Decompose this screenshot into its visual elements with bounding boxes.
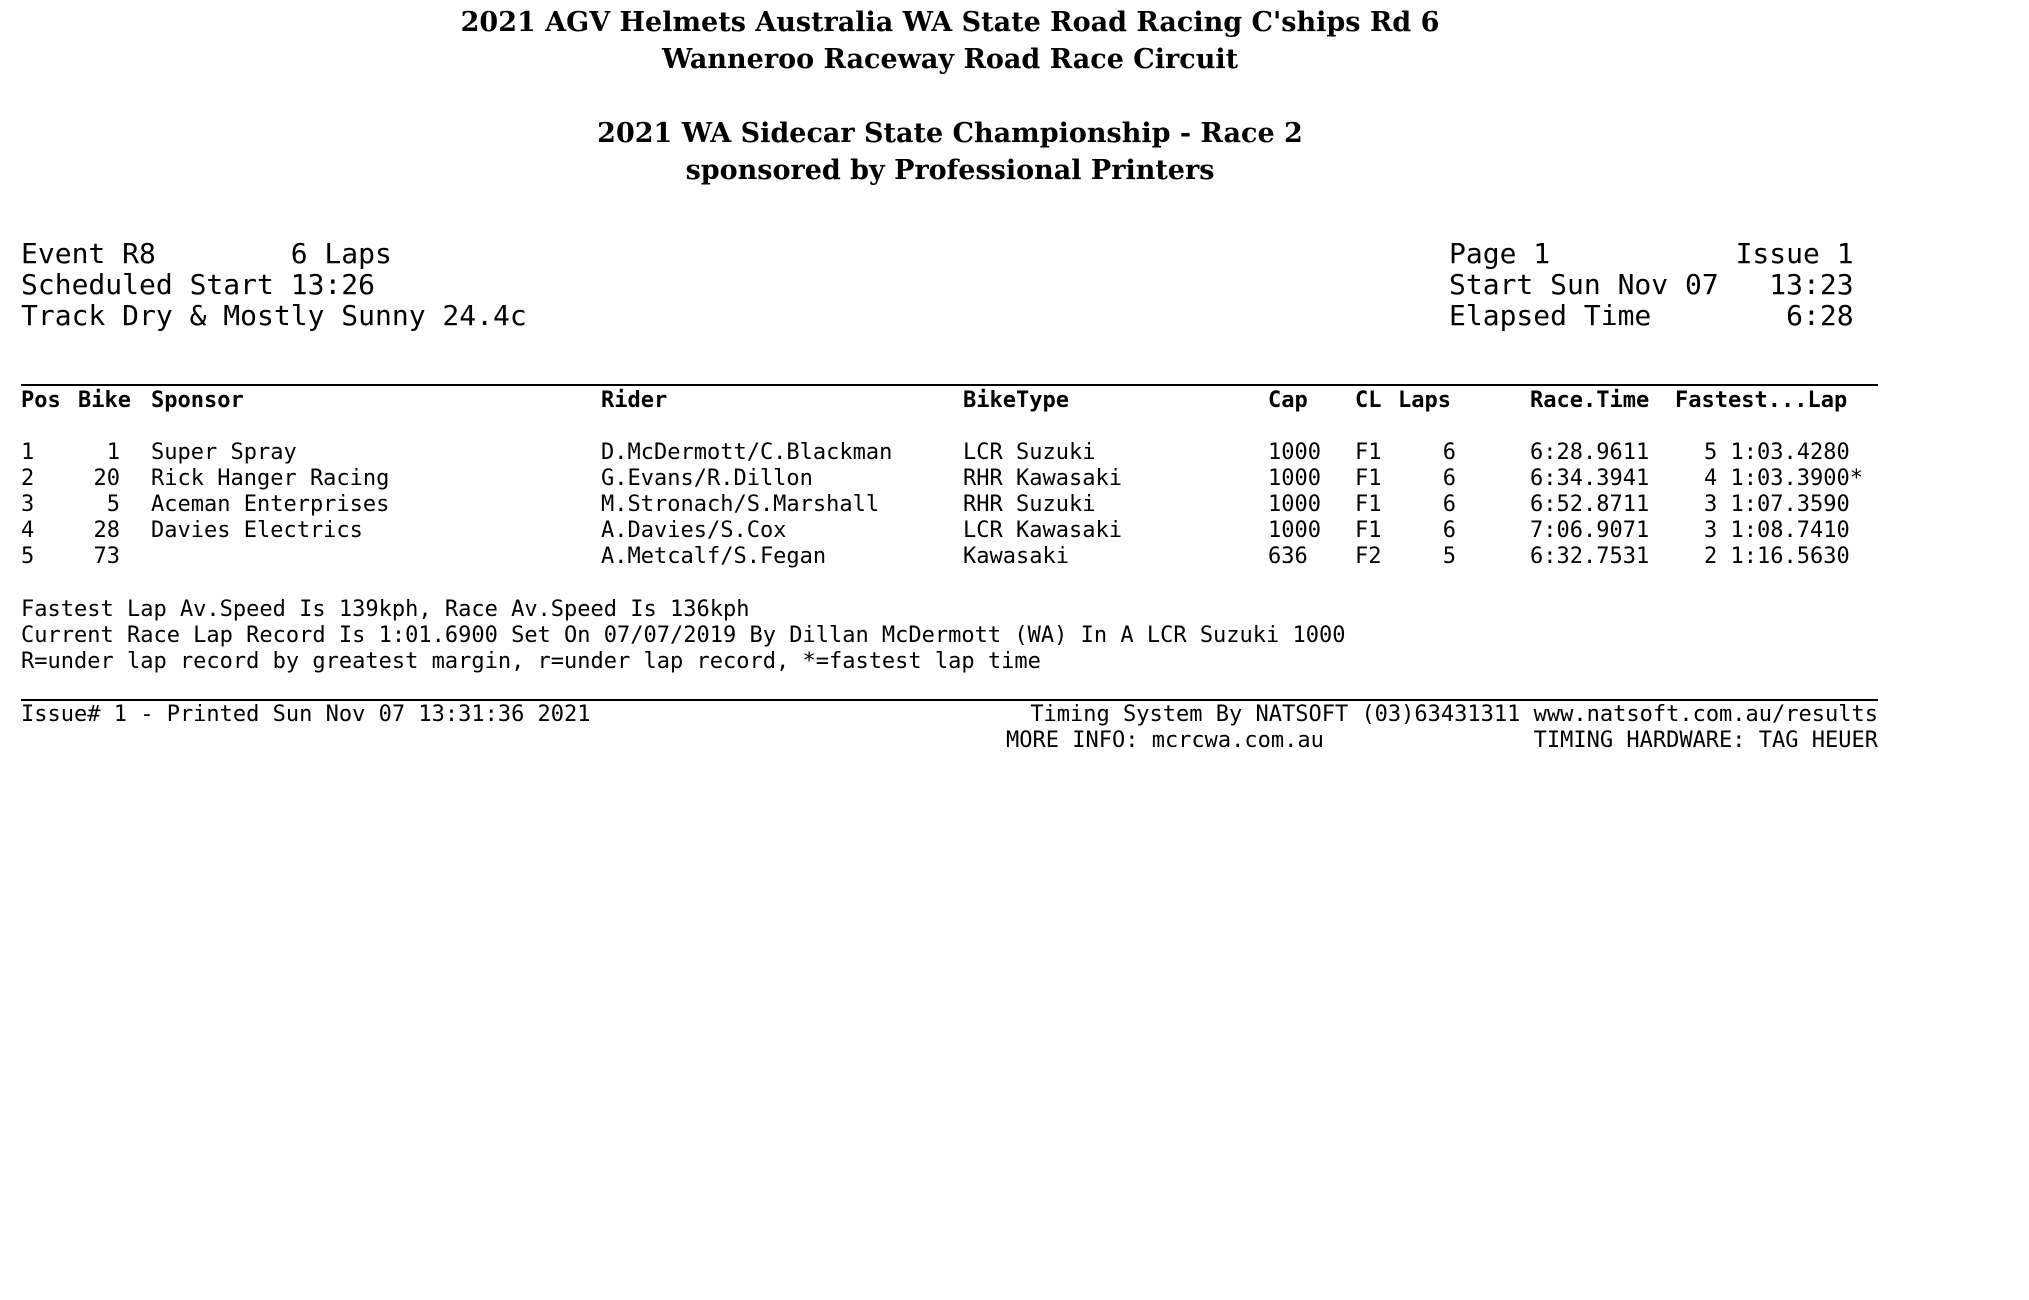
header-sponsor: Sponsor bbox=[151, 388, 244, 413]
timing-hardware-info: TIMING HARDWARE: TAG HEUER bbox=[1533, 728, 1878, 753]
printed-info: Issue# 1 - Printed Sun Nov 07 13:31:36 2021 bbox=[21, 702, 591, 727]
cell-bike: 5 bbox=[106, 492, 120, 517]
cell-bike: 73 bbox=[93, 544, 120, 569]
cell-biketype: RHR Suzuki bbox=[963, 492, 1096, 517]
cell-fastest-lap: 3 1:08.7410 bbox=[1704, 518, 1850, 543]
cell-biketype: LCR Kawasaki bbox=[963, 518, 1122, 543]
cell-rider: D.McDermott/C.Blackman bbox=[601, 440, 893, 465]
cell-laps: 6 bbox=[1442, 466, 1456, 491]
cell-laps: 6 bbox=[1442, 518, 1456, 543]
meeting-title: 2021 AGV Helmets Australia WA State Road Racing C'ships Rd 6 bbox=[460, 7, 1440, 38]
cell-pos: 3 bbox=[21, 492, 35, 517]
race-title: 2021 WA Sidecar State Championship - Race 2 bbox=[597, 118, 1303, 149]
header-cl: CL bbox=[1355, 388, 1382, 413]
legend-note: R=under lap record by greatest margin, r=under lap record, *=fastest lap time bbox=[21, 649, 1041, 674]
table-top-rule bbox=[21, 384, 1878, 386]
cell-cap: 1000 bbox=[1268, 466, 1321, 491]
cell-cl: F2 bbox=[1355, 544, 1382, 569]
cell-sponsor: Aceman Enterprises bbox=[151, 492, 390, 517]
timing-system-info: Timing System By NATSOFT (03)63431311 www.natsoft.com.au/results bbox=[1030, 702, 1878, 727]
cell-racetime: 6:34.3941 bbox=[1530, 466, 1650, 491]
cell-bike: 20 bbox=[93, 466, 120, 491]
event-line: Event R8 6 Laps bbox=[21, 237, 392, 270]
cell-racetime: 6:28.9611 bbox=[1530, 440, 1650, 465]
cell-rider: A.Metcalf/S.Fegan bbox=[601, 544, 827, 569]
cell-rider: M.Stronach/S.Marshall bbox=[601, 492, 880, 517]
cell-laps: 6 bbox=[1442, 492, 1456, 517]
cell-cl: F1 bbox=[1355, 466, 1382, 491]
cell-cl: F1 bbox=[1355, 492, 1382, 517]
header-rider: Rider bbox=[601, 388, 668, 413]
cell-cap: 1000 bbox=[1268, 440, 1321, 465]
cell-sponsor: Super Spray bbox=[151, 440, 297, 465]
cell-laps: 5 bbox=[1442, 544, 1456, 569]
scheduled-start-line: Scheduled Start 13:26 bbox=[21, 268, 376, 301]
cell-laps: 6 bbox=[1442, 440, 1456, 465]
cell-cl: F1 bbox=[1355, 518, 1382, 543]
cell-pos: 4 bbox=[21, 518, 35, 543]
cell-fastest-lap: 4 1:03.3900* bbox=[1704, 466, 1863, 491]
cell-cl: F1 bbox=[1355, 440, 1382, 465]
lap-record-note: Current Race Lap Record Is 1:01.6900 Set On 07/07/2019 By Dillan McDermott (WA) In A LCR Suzuki 1000 bbox=[21, 623, 1346, 648]
cell-fastest-lap: 5 1:03.4280 bbox=[1704, 440, 1850, 465]
speed-note: Fastest Lap Av.Speed Is 139kph, Race Av.Speed Is 136kph bbox=[21, 597, 750, 622]
cell-pos: 2 bbox=[21, 466, 35, 491]
cell-cap: 636 bbox=[1268, 544, 1308, 569]
header-racetime: Race.Time bbox=[1530, 388, 1650, 413]
sponsor-title: sponsored by Professional Printers bbox=[685, 155, 1215, 186]
header-cap: Cap bbox=[1268, 388, 1308, 413]
more-info: MORE INFO: mcrcwa.com.au bbox=[1006, 728, 1324, 753]
header-bike: Bike bbox=[78, 388, 131, 413]
cell-bike: 1 bbox=[106, 440, 120, 465]
footer-rule bbox=[21, 699, 1878, 701]
header-biketype: BikeType bbox=[963, 388, 1069, 413]
header-laps: Laps bbox=[1398, 388, 1451, 413]
cell-biketype: LCR Suzuki bbox=[963, 440, 1096, 465]
cell-racetime: 7:06.9071 bbox=[1530, 518, 1650, 543]
cell-bike: 28 bbox=[93, 518, 120, 543]
header-pos: Pos bbox=[21, 388, 61, 413]
cell-cap: 1000 bbox=[1268, 518, 1321, 543]
cell-pos: 1 bbox=[21, 440, 35, 465]
elapsed-time-line: Elapsed Time 6:28 bbox=[1449, 299, 1854, 332]
cell-racetime: 6:32.7531 bbox=[1530, 544, 1650, 569]
header-fastest-lap: Fastest...Lap bbox=[1675, 388, 1848, 413]
cell-fastest-lap: 3 1:07.3590 bbox=[1704, 492, 1850, 517]
track-conditions-line: Track Dry & Mostly Sunny 24.4c bbox=[21, 299, 527, 332]
cell-fastest-lap: 2 1:16.5630 bbox=[1704, 544, 1850, 569]
circuit-title: Wanneroo Raceway Road Race Circuit bbox=[661, 44, 1239, 75]
cell-cap: 1000 bbox=[1268, 492, 1321, 517]
page-issue-line: Page 1 Issue 1 bbox=[1449, 237, 1854, 270]
cell-biketype: Kawasaki bbox=[963, 544, 1069, 569]
cell-sponsor: Rick Hanger Racing bbox=[151, 466, 390, 491]
cell-sponsor: Davies Electrics bbox=[151, 518, 363, 543]
cell-biketype: RHR Kawasaki bbox=[963, 466, 1122, 491]
cell-pos: 5 bbox=[21, 544, 35, 569]
cell-racetime: 6:52.8711 bbox=[1530, 492, 1650, 517]
cell-rider: A.Davies/S.Cox bbox=[601, 518, 787, 543]
cell-rider: G.Evans/R.Dillon bbox=[601, 466, 813, 491]
start-time-line: Start Sun Nov 07 13:23 bbox=[1449, 268, 1854, 301]
